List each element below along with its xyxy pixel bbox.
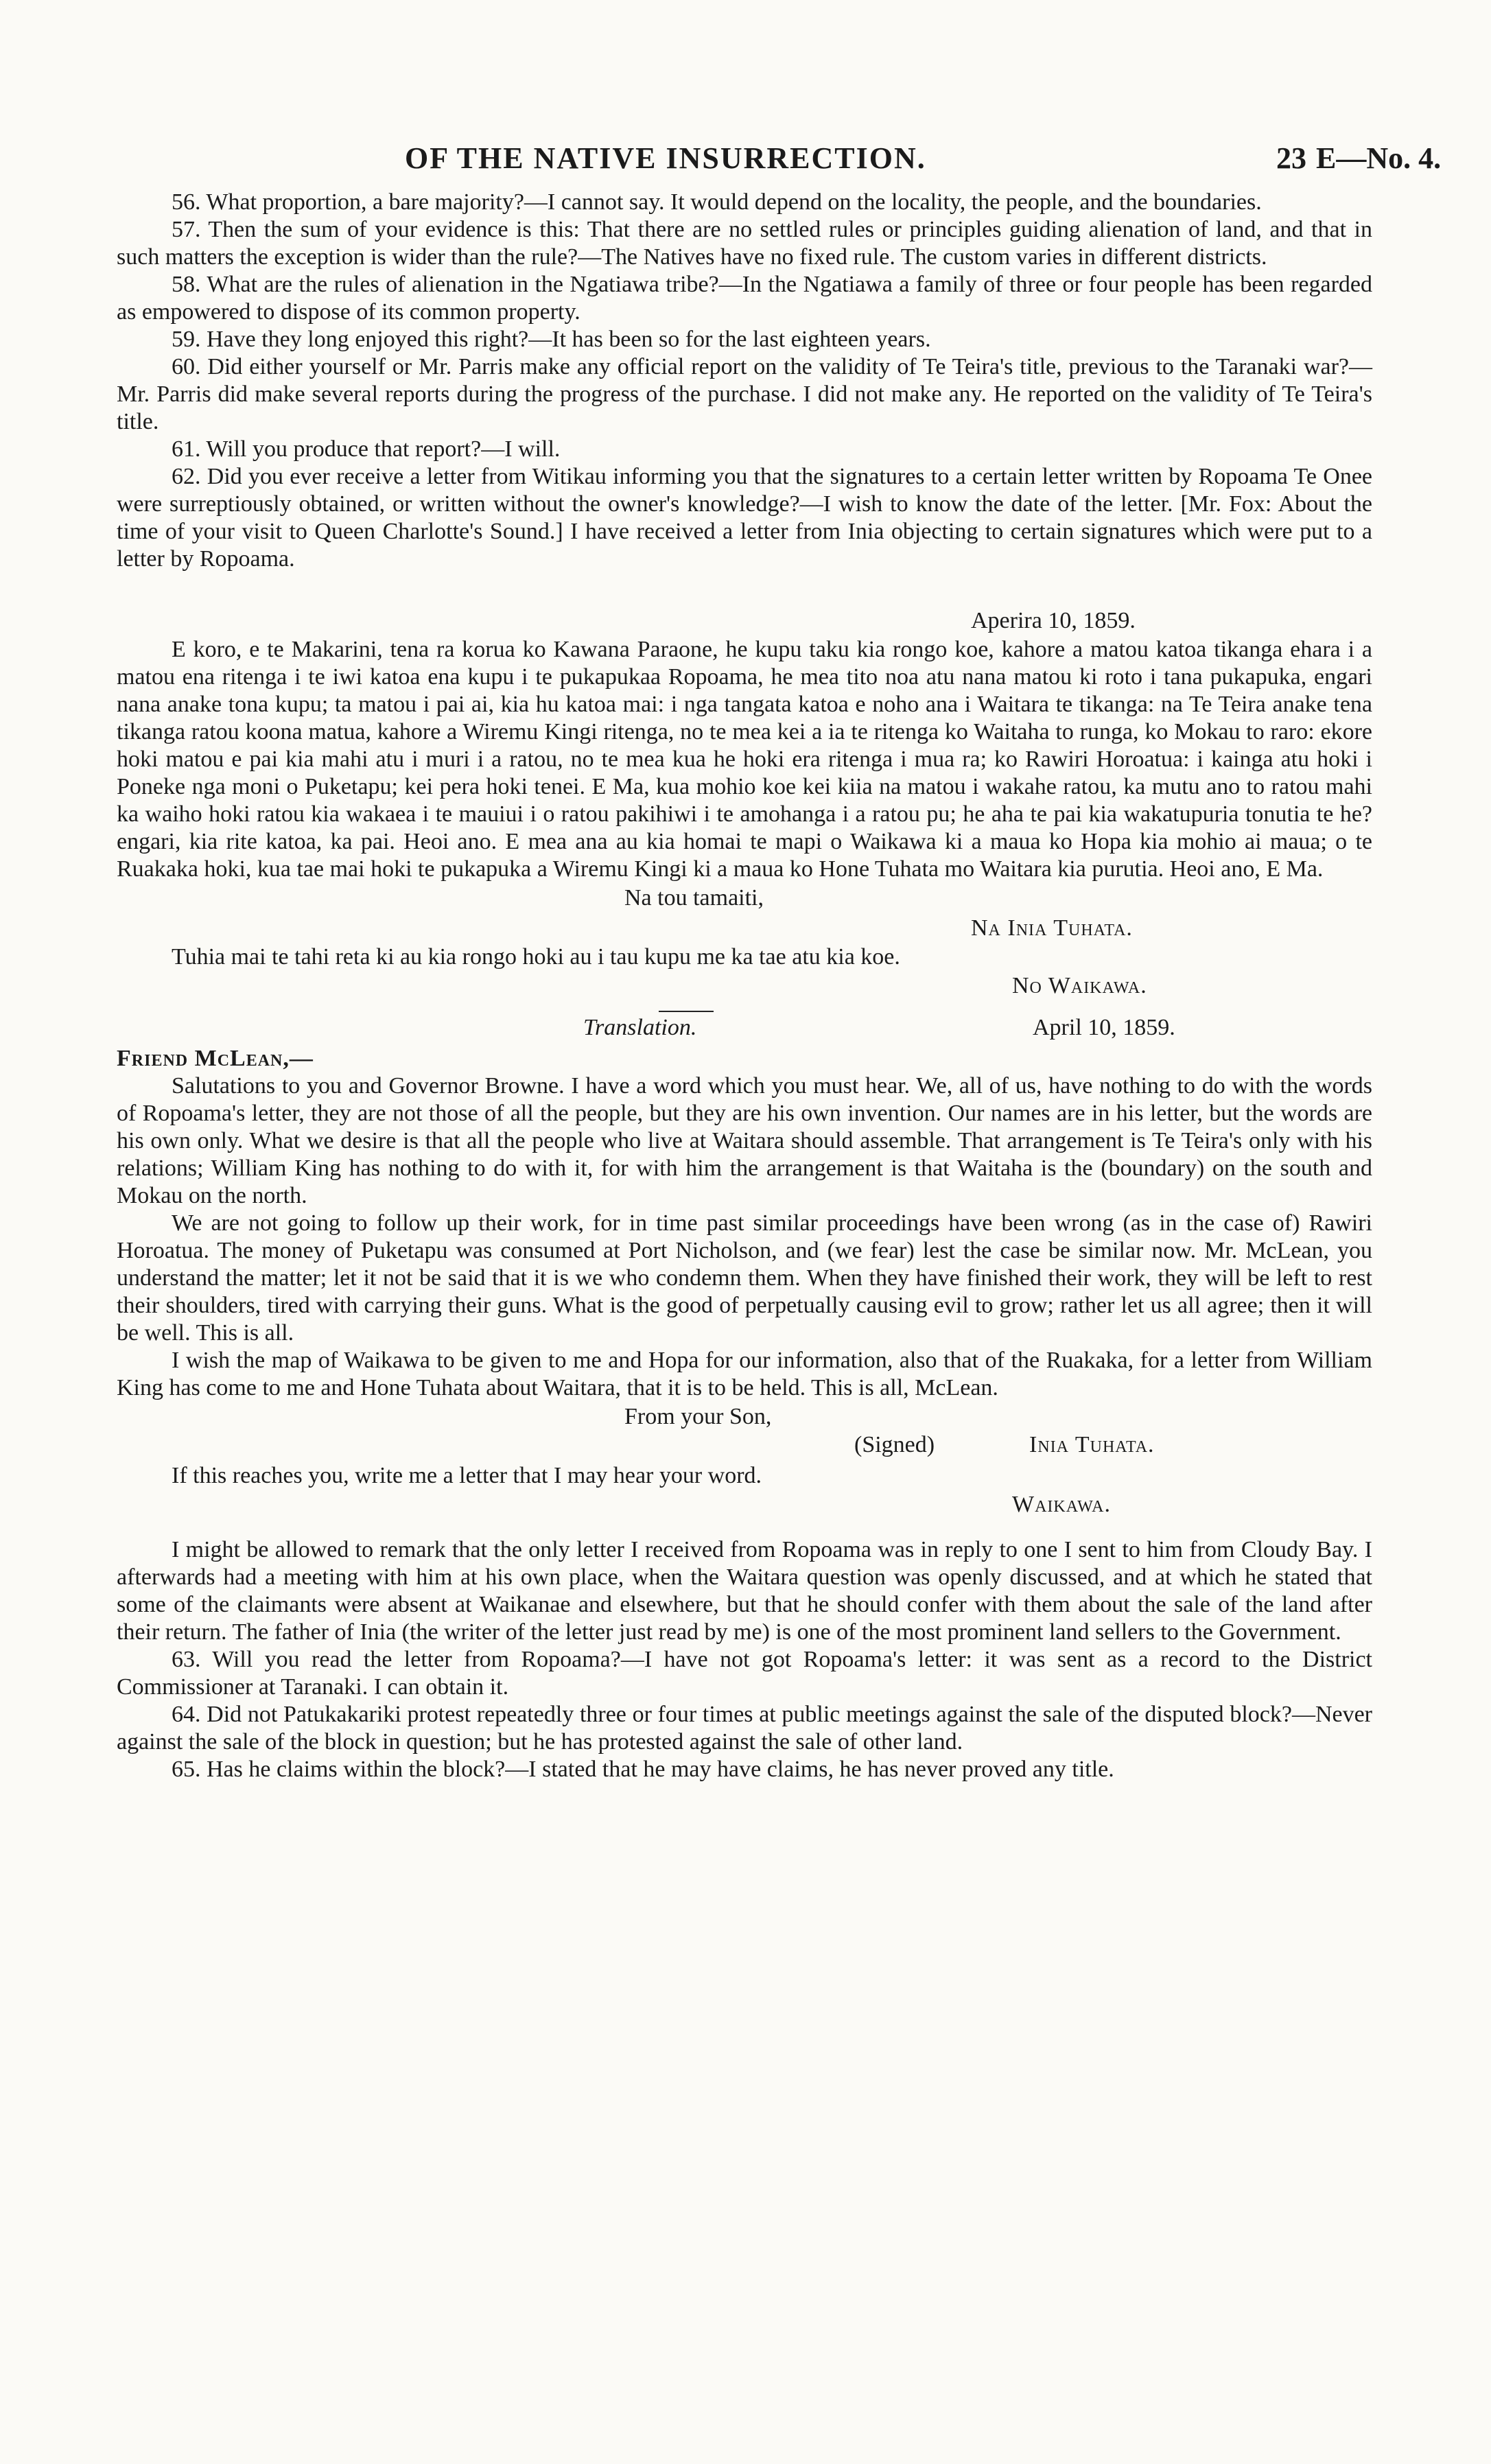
running-header (117, 141, 1442, 189)
maori-letter-postscript: Tuhia mai te tahi reta ki au kia rongo hoki au i tau kupu me ka tae atu kia koe. (172, 944, 900, 970)
header-title: OF THE NATIVE INSURRECTION. (405, 141, 926, 175)
signed-row (117, 1432, 1372, 1462)
question-65: 65. Has he claims within the block?—I stated that he may have claims, he has never proved any title. (172, 1757, 1114, 1782)
question-63: 63. Will you read the letter from Ropoama?—I have not got Ropoama's letter: it was sent as a record to the District Commissioner at Taranaki. I can obtain it. (117, 1647, 1372, 1700)
maori-letter-closing: Na tou tamaiti, (624, 885, 764, 911)
translation-heading-row (117, 1011, 1372, 1045)
translation-place: Waikawa. (1012, 1492, 1111, 1517)
page-number: 23 (1276, 141, 1306, 175)
translation-letter (117, 1045, 1372, 1520)
question-59: 59. Have they long enjoyed this right?—It has been so for the last eighteen years. (172, 327, 931, 352)
translation-paragraph: Salutations to you and Governor Browne. I have a word which you must hear. We, all of us, have nothing to do with the words of Ropoama's letter, they are not those of all the people, but they are his own invention. Our names are in his letter, but the words are his own only. What we desire is that all the people who live at Waitara should assemble. That arrangement is Te Teira's only with his relations; William King has nothing to do with it, for with him the arrangement is that Waitaha is the (boundary) on the south and Mokau on the north. (117, 1073, 1372, 1208)
witness-remark: I might be allowed to remark that the only letter I received from Ropoama was in reply to one I sent to him from Cloudy Bay. I afterwards had a meeting with him at his own place, when the Waitara question was openly discussed, and at which he stated that some of the claimants were absent at Waikanae and elsewhere, but that he should confer with them about the sale of the land after their return. The father of Inia (the writer of the letter just read by me) is one of the most prominent land sellers to the Government. (117, 1537, 1372, 1645)
page (117, 141, 1442, 1783)
question-56: 56. What proportion, a bare majority?—I cannot say. It would depend on the locality, the people, and the boundaries. (172, 189, 1262, 215)
translation-date: April 10, 1859. (1033, 1015, 1175, 1040)
question-60: 60. Did either yourself or Mr. Parris make any official report on the validity of Te Teira's title, previous to the Taranaki war?—Mr. Parris did make several reports during the progress of the purchase. I did not make any. He reported on the validity of Te Teira's title. (117, 354, 1372, 434)
question-62: 62. Did you ever receive a letter from Witikau informing you that the signatures to a certain letter written by Ropoama Te Onee were surreptiously obtained, or written without the owner's knowledge?—I wish to know the date of the letter. [Mr. Fox: About the time of your visit to Queen Charlotte's Sound.] I have received a letter from Inia objecting to certain signatures which were put to a letter by Ropoama. (117, 464, 1372, 572)
document-code: E—No. 4. (1316, 141, 1442, 175)
evidence-section-b (117, 1536, 1372, 1783)
translation-paragraph: We are not going to follow up their work, for in time past similar proceedings have been wrong (as in the case of) Rawiri Horoatua. The money of Puketapu was consumed at Port Nicholson, and (we fear) lest the case be similar now. Mr. McLean, you understand the matter; let it not be said that it is we who condemn them. When they have finished their work, they will be left to rest their shoulders, tired with carrying their guns. What is the good of perpetually causing evil to grow; rather let us all agree; then it will be well. This is all. (117, 1210, 1372, 1346)
question-57: 57. Then the sum of your evidence is this: That there are no settled rules or principles guiding alienation of land, and that in such matters the exception is wider than the rule?—The Natives have no fixed rule. The custom varies in different districts. (117, 217, 1372, 270)
translation-signature: Inia Tuhata. (1029, 1432, 1155, 1457)
question-61: 61. Will you produce that report?—I will. (172, 436, 561, 462)
maori-letter (117, 606, 1372, 1001)
maori-letter-body: E koro, e te Makarini, tena ra korua ko Kawana Paraone, he kupu taku kia rongo koe, kahore a matou katoa tikanga ehara i a matou ena ritenga i te iwi katoa ena kupu i te pukapukaa Ropoama, he mea tito noa atu nana matou ki roto i tana pukapuka, engari nana anake tona kupu; ta matou i pai ai, kia hu katoa mai: i nga tangata katoa e noho ana i Waitara te tikanga: na Te Teira anake tena tikanga ratou koona matua, kahore a Wiremu Kingi ritenga, no te mea kei a ia te ritenga ko Waitaha to runga, ko Mokau to raro: ekore hoki matou e pai kia mahi atu i muri i a ratou, no te mea kua he hoki era ritenga i mua ra; ko Rawiri Horoatua: i kainga atu hoki i Poneke nga moni o Puketapu; kei pera hoki tenei. E Ma, kua mohio koe kei kiia na matou i wakahe ratou, ka mutu ano to ratou mahi ka waiho hoki ratou kia wakaea i te mauiui i o ratou pakihiwi i te amohanga i a ratou pu; he aha te pai kia wakatupuria tonutia te he? engari, kia rite katoa, ka pai. Heoi ano. E mea ana au kia homai te mapi o Waikawa ki a maua ko Hopa kia mohio ai maua; o te Ruakaka hoki, kua tae mai hoki te pukapuka a Wiremu Kingi ki a maua ko Hone Tuhata mo Waitara kia purutia. Heoi ano, E Ma. (117, 637, 1372, 882)
maori-letter-place: No Waikawa. (1012, 973, 1147, 998)
translation-postscript: If this reaches you, write me a letter that I may hear your word. (172, 1463, 762, 1488)
maori-letter-date: Aperira 10, 1859. (971, 608, 1136, 633)
signed-label: (Signed) (854, 1432, 935, 1457)
maori-letter-signature: Na Inia Tuhata. (971, 915, 1133, 941)
question-58: 58. What are the rules of alienation in the Ngatiawa tribe?—In the Ngatiawa a family of three or four people has been regarded as empowered to dispose of its common property. (117, 272, 1372, 325)
translation-closing: From your Son, (624, 1404, 772, 1429)
section-rule (659, 1011, 714, 1012)
question-64: 64. Did not Patukakariki protest repeatedly three or four times at public meetings against the sale of the disputed block?—Never against the sale of the block in question; but he has protested against the sale of other land. (117, 1702, 1372, 1755)
translation-paragraph: I wish the map of Waikawa to be given to me and Hopa for our information, also that of the Ruakaka, for a letter from William King has come to me and Hone Tuhata about Waitara, that it is to be held. This is all, McLean. (117, 1348, 1372, 1400)
translation-salutation: Friend McLean,— (117, 1046, 314, 1071)
translation-heading: Translation. (583, 1015, 697, 1040)
evidence-section-a (117, 189, 1372, 573)
